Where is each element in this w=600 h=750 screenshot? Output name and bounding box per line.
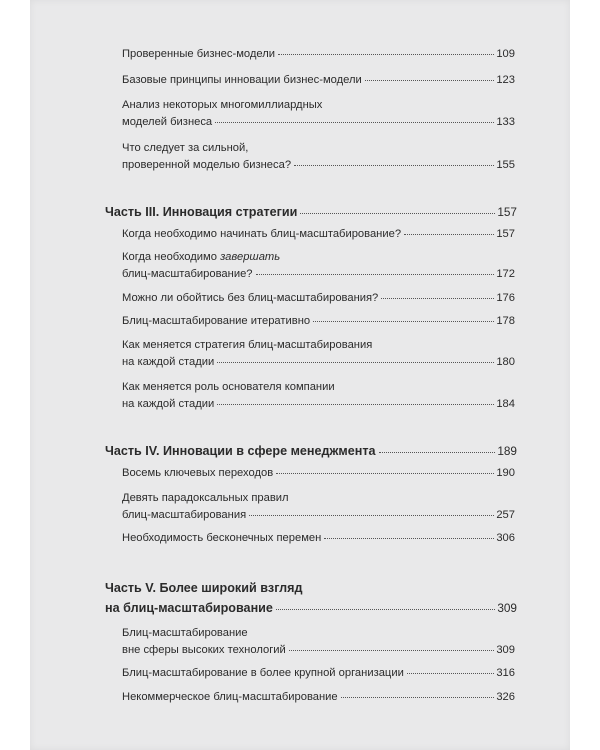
toc-page-number: 326 [496,691,515,703]
dot-leader [294,165,494,166]
toc-entry [122,465,515,482]
toc-entry [122,72,515,89]
toc-page-number: 180 [496,356,515,368]
toc-entry [122,249,515,283]
dot-leader [278,54,494,55]
toc-part-heading [105,578,517,618]
toc-page-number: 184 [496,398,515,410]
toc-entry-title: Анализ некоторых многомиллиардных [122,99,323,111]
toc-entry-title: Как меняется роль основателя компании [122,381,335,393]
toc-entry-title: Когда необходимо [122,251,217,263]
toc-entry [122,290,515,307]
toc-page-number: 309 [497,601,517,615]
dot-leader [381,298,494,299]
dot-leader [217,404,494,405]
toc-entry [122,625,515,659]
dot-leader [256,274,495,275]
toc-entry-title: Блиц-масштабирование итеративно [122,315,311,327]
toc-part-title: Часть III. Инновация стратегии [105,205,298,219]
toc-page-number: 109 [496,48,515,60]
toc-entry [122,140,515,174]
toc-entry-title: Базовые принципы инновации бизнес-модели [122,74,362,86]
toc-part-heading [105,441,517,461]
dot-leader [217,362,494,363]
toc-entry [122,337,515,371]
toc-entry-title: Что следует за сильной, [122,142,249,154]
toc-entry [122,97,515,131]
toc-entry [122,530,515,547]
toc-entry-title-continued: блиц-масштабирование? [122,268,253,280]
toc-page-number: 189 [497,444,517,458]
dot-leader [324,538,494,539]
toc-page-number: 190 [496,467,515,479]
toc-entry-emphasis: завершать [220,251,281,263]
toc-entry-title: Проверенные бизнес-модели [122,48,276,60]
toc-part-title: Часть V. Более широкий взгляд [105,581,303,595]
dot-leader [404,234,494,235]
toc-entry-title-continued: на каждой стадии [122,356,215,368]
toc-page-number: 123 [496,74,515,86]
dot-leader [313,321,494,322]
toc-part-heading [105,202,517,222]
toc-entry-title-continued: блиц-масштабирования [122,509,247,521]
toc-entry-title-continued: вне сферы высоких технологий [122,644,286,656]
toc-part-title-continued: на блиц-масштабирование [105,601,273,615]
toc-entry-title: Девять парадоксальных правил [122,492,289,504]
toc-page-number: 176 [496,292,515,304]
dot-leader [379,452,496,453]
toc-entry [122,665,515,682]
toc-entry-title-continued: на каждой стадии [122,398,215,410]
dot-leader [215,122,494,123]
toc-entry [122,379,515,413]
toc-entry-title: Некоммерческое блиц-масштабирование [122,691,338,703]
toc-entry-title: Блиц-масштабирование в более крупной организации [122,667,404,679]
toc-entry [122,226,515,243]
toc-entry-title-continued: проверенной моделью бизнеса? [122,159,292,171]
toc-entry [122,689,515,706]
toc-page-number: 316 [496,667,515,679]
dot-leader [289,650,495,651]
toc-part-title: Часть IV. Инновации в сфере менеджмента [105,444,376,458]
toc-page-number: 306 [496,532,515,544]
toc-entry-title: Когда необходимо начинать блиц-масштабирование? [122,228,402,240]
dot-leader [276,473,494,474]
dot-leader [341,697,495,698]
toc-entry-title: Как меняется стратегия блиц-масштабирования [122,339,373,351]
toc-entry [122,313,515,330]
dot-leader [276,609,495,610]
toc-entry-title: Можно ли обойтись без блиц-масштабирования? [122,292,379,304]
dot-leader [407,673,495,674]
toc-page-number: 257 [496,509,515,521]
toc-page-number: 157 [496,228,515,240]
toc-entry [122,490,515,524]
dot-leader [249,515,494,516]
toc-entry [122,46,515,63]
dot-leader [300,213,495,214]
toc-entry-title: Блиц-масштабирование [122,627,248,639]
toc-entry-title-continued: моделей бизнеса [122,116,213,128]
toc-page-number: 178 [496,315,515,327]
toc-page-number: 155 [496,159,515,171]
toc-page-number: 133 [496,116,515,128]
dot-leader [365,80,495,81]
toc-page-number: 172 [496,268,515,280]
toc-entry-title: Восемь ключевых переходов [122,467,274,479]
book-page [30,0,570,750]
toc-page-number: 157 [497,205,517,219]
toc-page-number: 309 [496,644,515,656]
toc-entry-title: Необходимость бесконечных перемен [122,532,322,544]
